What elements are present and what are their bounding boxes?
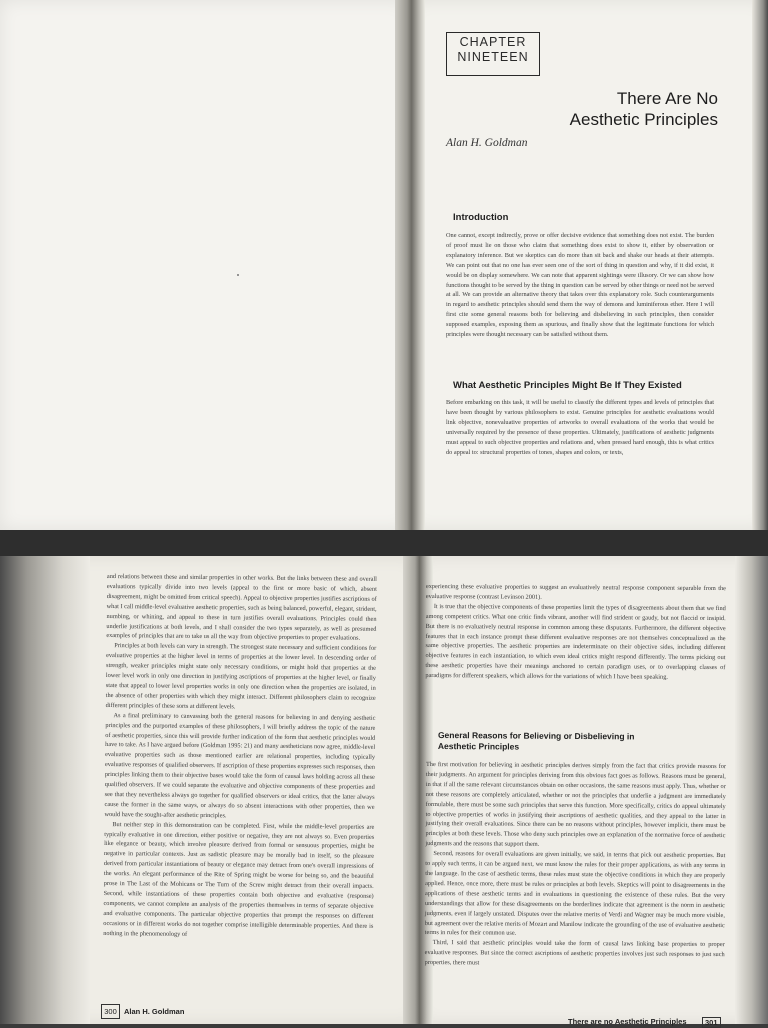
chapter-title-line-1: There Are No [616, 89, 718, 108]
page-edge-left-bottom [0, 556, 90, 1024]
left-paragraph-1: and relations between these and similar properties in other works. But the links between these and overall evaluations typically divide into two levels (appeal to the first or more basic of which, absent disagreement, might be omitted from critical speech). Appeal to objective properties justifies ascriptions of what I call middle-level evaluative aesthetic properties, such as being balanced, powerful, elegant, strident, numbing, or whining, and appeal to these in turn justifies overall evaluations. Principles could then underlie justifications at both levels, and I shall consider the two types separately, as well as presumed examples of principles that are to take us all the way from objective properties to proper evaluations. [106, 572, 377, 643]
scan-speck [237, 274, 239, 276]
what-principles-heading: What Aesthetic Principles Might Be If They Existed [453, 380, 682, 391]
introduction-heading: Introduction [453, 212, 509, 223]
chapter-title [560, 88, 718, 130]
right-paragraph-5: Third, I said that aesthetic principles would take the form of causal laws linking base properties to proper evaluative responses. But since the correct ascriptions of aesthetic properties involves just such responses to just such properties, there must [424, 939, 725, 967]
chapter-label-box [446, 32, 540, 76]
scan-divider [0, 530, 768, 556]
author-name: Alan H. Goldman [446, 137, 528, 149]
right-paragraph-4: Second, reasons for overall evaluations are given initially, we said, in terms that pick out aesthetic properties. But to apply such terms, it can be argued next, we must know the rules for their proper applications, as with any terms in the language. In the case of aesthetic terms, these rules must state the objective conditions in which they are properly applied. Hence, once more, there must be rules or principles at both levels. Skeptics will point to disagreements in the applications of these aesthetic terms and in evaluations in questioning the existence of these rules. But the very understandings that allow for these disagreements on the borderlines indicate that agreement is the norm in aesthetic judgments, even if largely unstated. Disputes over the relative merits of Verdi and Wagner may be much more visible, but agreement over the relative merits of Mozart and Manilow indicate the grounding of the use of evaluative aesthetic terms in rules for their common use. [424, 850, 726, 938]
page-edge-right-top [752, 0, 768, 530]
right-paragraph-1: experiencing these evaluative properties to suggest an evaluatively neutral response component separable from the evaluative response (contrast Levinson 2001). [425, 583, 726, 601]
right-page-body-bottom [424, 760, 726, 1014]
general-reasons-heading-line-1: General Reasons for Believing or Disbelieving in [437, 730, 635, 742]
running-footer-author: Alan H. Goldman [124, 1007, 185, 1016]
left-paragraph-2: Principles at both levels can vary in strength. The strongest state necessary and sufficient conditions for evaluative properties at the higher level in terms of properties at the lower level. In descending order of strength, weaker principles might state only necessary conditions, or might hold that properties at the lower level work in only one direction in justifying ascriptions of properties at the higher level, or finally state that appeal to lower level properties works in only one direction when the properties are isolated, in the absence of other properties with which they might interact. Different philosophers claim to recognize different principles of these sorts at different levels. [105, 642, 377, 711]
running-footer-title: There are no Aesthetic Principles [568, 1017, 687, 1026]
general-reasons-heading [438, 730, 635, 753]
chapter-number: NINETEEN [457, 50, 529, 64]
general-reasons-heading-line-2: Aesthetic Principles [437, 740, 520, 752]
page-edge-right-bottom [735, 556, 768, 1024]
right-paragraph-3: The first motivation for believing in aesthetic principles derives simply from the fact that critics provide reasons for their judgments. An argument for principles deriving from this obvious fact goes as follows. Reasons must be general, in that if all the same relevant circumstances obtain on other occasions, the same reasons must apply. Thus, whether or not these reasons are completely articulated, whether or not the principles that underlie a judgment are immediately formulable, there must be some such principles that serve this function. More specifically, critics do appeal ultimately to objective properties of works in justifying their ascriptions of aesthetic qualities, and they appeal to the latter in justifying their overall evaluations. Since there can be no reasons without principles, however implicit, there must be principles at both these levels. Those who deny such principles owe an explanation of the normative force of aesthetic judgments and the reasons that support them. [425, 761, 726, 849]
left-page-body [102, 572, 377, 1007]
right-page-body-top [425, 582, 726, 709]
introduction-paragraph: One cannot, except indirectly, prove or offer decisive evidence that something does not exist. The burden of proof must lie on those who claim that something does exist to show it, either by observation or explanatory inference. But we skeptics can do more than sit back and shake our heads at their attempts. We can point out that no one has ever seen one of the sort of thing in question and why, if it did exist, it would be on display somewhere. We can note that apparent sightings were illusory. Or we can show how functions thought to be served by the thing in question can be served by other things or need not be served at all. We can provide an alternative theory that takes over this explanatory role. Such counterarguments in regard to aesthetic principles should send them the way of demons and luminiferous ether. Here I will first cite some general reasons both for believing and disbelieving in such principles, then consider supposed examples, exposing them as spurious, and finally show that the legitimate functions for which principles were thought necessary can be satisfied without them. [446, 232, 714, 339]
left-paragraph-4: But neither step in this demonstration can be completed. First, while the middle-level properties are typically evaluative in one direction, either positive or negative, they are not always so. Even properties like elegance or beauty, which involve pleasure derived from formal or sensuous properties, might be negative in particular contexts. Just as sadistic pleasure may be morally bad in itself, so the pleasure derived from particular instantiations of beauty or elegance may detract from one's overall impressions of the works. An elegant performance of the Rite of Spring might be worse for being so, and the beautiful prose in The Last of the Mohicans or The Turn of the Screw might detract from their overall impacts. Second, while instantiations of these properties contain both objective and evaluative (response) components, we cannot complete an analysis of the properties themselves in terms of separate objective and evaluative components. The particular objective properties that prompt the responses on different occasions or in different works do not together comprise intelligible determinable properties. And there is nothing in the phenomenology of [103, 820, 375, 938]
left-page-top [0, 0, 410, 530]
book-spine-top [395, 0, 425, 530]
what-principles-paragraph: Before embarking on this task, it will be useful to classify the different types and levels of principles that have been thought by various philosophers to exist. Genuine principles for aesthetic evaluations would link objective, nonevaluative properties of artworks to overall evaluations of the works that would be universally required by the presence of these properties. Ultimately, justifications of aesthetic judgments must appeal to such objective properties and relations and, when pressed hard enough, this is what critics do appeal to: structural properties of tones, shapes and colors, or texts, [446, 399, 714, 456]
chapter-label: CHAPTER [459, 35, 527, 49]
chapter-title-line-2: Aesthetic Principles [569, 110, 718, 129]
right-paragraph-2: It is true that the objective components of these properties limit the types of disagreements about them that we find among competent critics. What one critic finds vibrant, another will find strident or gaudy, but not flaccid or insipid. But there is no evaluatively neutral response in common among these disputants. Furthermore, the different objective features that in each instance prompt these different evaluative responses are not themselves conceptualized as the same objective properties. The aesthetic properties are indeterminate on their objective sides, including different objective features in each instantiation, to which even ideal critics might respond differently. The terms picking out these aesthetic properties have their meanings anchored to certain paradigm uses, or to overlapping classes of paradigms for different speakers, which allows for the variations of which I have been speaking. [425, 602, 726, 681]
page-number-right: 301 [702, 1017, 721, 1028]
left-paragraph-3: As a final preliminary to canvassing both the general reasons for believing in and denying aesthetic principles and the purported examples of these philosophers, I will briefly address the topic of the nature of aesthetic properties, since this will provide further indication of the form that aesthetic principles would have to take. As I have argued before (Goldman 1995: 21) and many aestheticians now agree, middle-level evaluative properties such as those mentioned earlier are relational properties, including typically evaluative responses of qualified observers. If ascription of these properties expresses such responses, then principles linking them to their objective bases would take the form of causal laws holding across all these qualified observers. If we could separate the evaluative and objective components of these properties and see that they nevertheless always go together for qualified observers or ideal critics, that the latter always cause the former in the same ways, or always do so absent interactions with other properties, then we would have the sought-after aesthetic principles. [104, 711, 376, 820]
page-number-left: 300 [101, 1004, 120, 1019]
